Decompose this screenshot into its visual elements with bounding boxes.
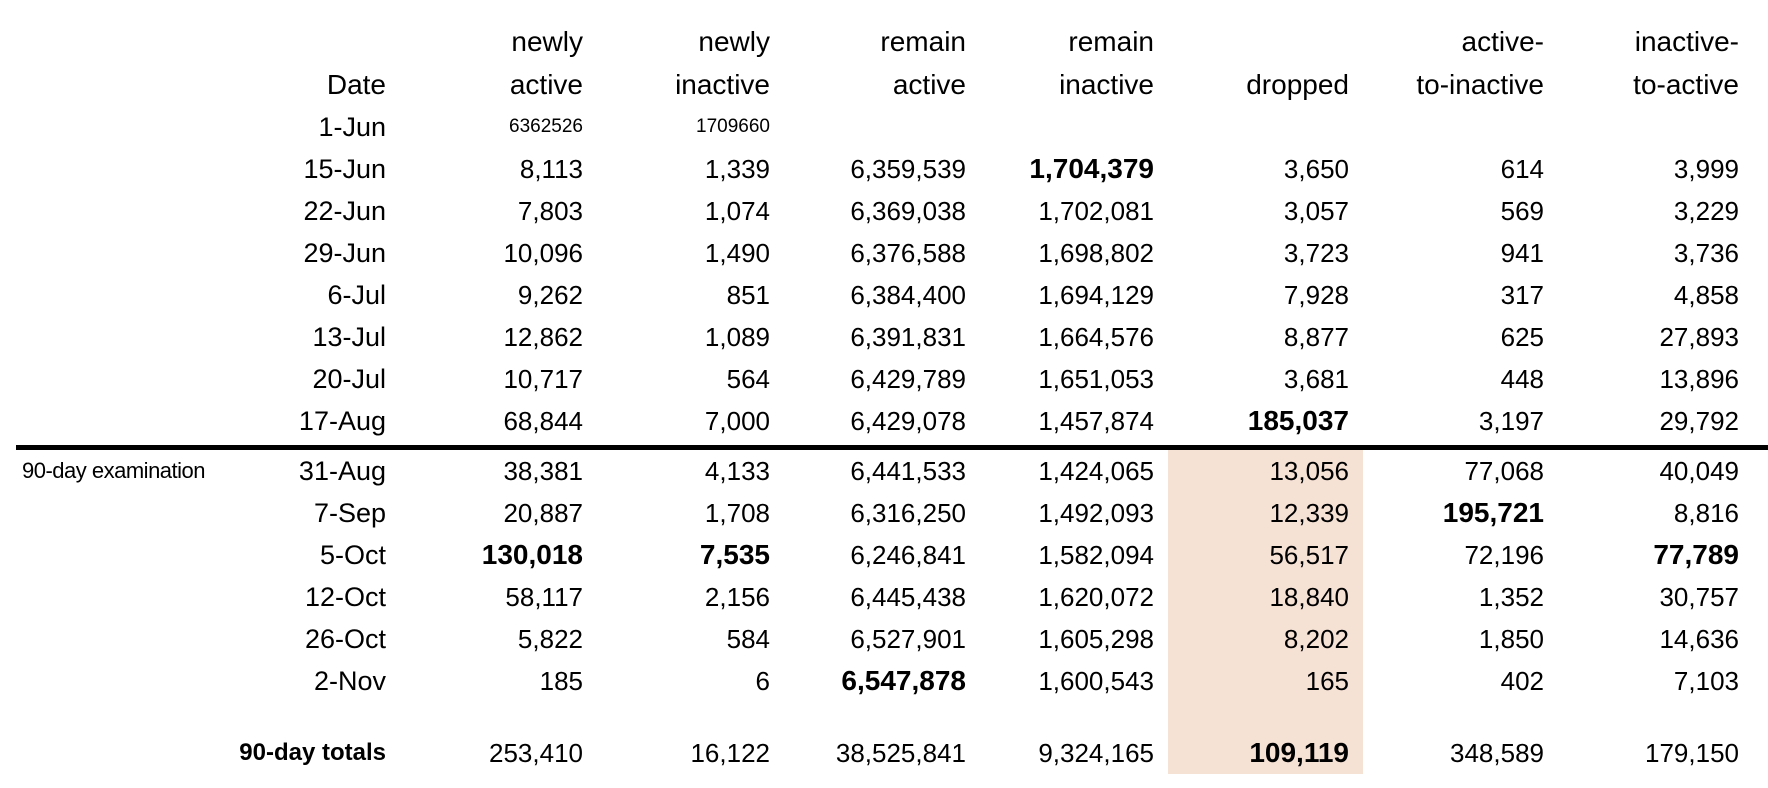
date-cell: 13-Jul — [312, 321, 386, 352]
cell-remain_active: 6,246,841 — [850, 539, 966, 570]
cell-remain_inactive: 1,702,081 — [1038, 195, 1154, 226]
row-annotation-label — [0, 492, 252, 534]
date-cell: 6-Jul — [327, 279, 386, 310]
header-cell-inactive_to_active — [1558, 20, 1753, 106]
cell-inactive_to_active: 27,893 — [1659, 321, 1739, 352]
date-cell: 20-Jul — [312, 363, 386, 394]
header-cell-active_to_inactive — [1363, 20, 1558, 106]
totals-row-label — [0, 732, 252, 774]
header-cell-remain_active — [784, 20, 980, 106]
header-line2-newly_inactive: inactive — [675, 69, 770, 100]
cell-remain_inactive: 1,704,379 — [1029, 153, 1154, 184]
cell-newly_active: 130,018 — [481, 539, 583, 570]
cell-inactive_to_active: 13,896 — [1659, 363, 1739, 394]
cell-newly_active: 7,803 — [517, 195, 583, 226]
table-row-1-jun — [0, 106, 1768, 148]
row-annotation-label — [0, 106, 252, 148]
cell-remain_active: 6,445,438 — [850, 581, 966, 612]
row-annotation-label — [0, 274, 252, 316]
cell-newly_active: 185 — [539, 665, 583, 696]
header-cell-remain_inactive — [980, 20, 1168, 106]
cell-dropped: 3,650 — [1283, 153, 1349, 184]
cell-newly_inactive: 1,074 — [704, 195, 770, 226]
cell-inactive_to_active: 3,999 — [1673, 153, 1739, 184]
header-line2-dropped: dropped — [1246, 69, 1349, 100]
table-row-2-nov — [0, 660, 1768, 702]
cell-dropped — [1168, 106, 1363, 148]
table-row-29-jun — [0, 232, 1768, 274]
table-header-row — [0, 0, 1768, 106]
header-cell-newly_inactive — [597, 20, 784, 106]
cell-inactive_to_active: 8,816 — [1673, 497, 1739, 528]
date-cell: 2-Nov — [313, 665, 386, 696]
row-annotation-label — [0, 190, 252, 232]
cell-newly_inactive: 584 — [726, 623, 770, 654]
cell-active_to_inactive: 72,196 — [1464, 539, 1544, 570]
cell-newly_active: 38,381 — [503, 455, 583, 486]
cell-remain_active: 6,429,078 — [850, 405, 966, 436]
row-annotation-label — [0, 232, 252, 274]
cell-remain_active: 6,376,588 — [850, 237, 966, 268]
cell-dropped: 12,339 — [1168, 492, 1363, 534]
table-row-6-jul — [0, 274, 1768, 316]
header-line1-remain_active: remain — [880, 26, 966, 57]
cell-dropped: 3,681 — [1283, 363, 1349, 394]
cell-newly_inactive — [597, 702, 784, 732]
cell-remain_active: 6,547,878 — [841, 665, 966, 696]
cell-active_to_inactive: 1,850 — [1478, 623, 1544, 654]
cell-newly_active: 8,113 — [519, 153, 583, 184]
cell-remain_inactive — [980, 106, 1168, 148]
cell-remain_active: 6,384,400 — [850, 279, 966, 310]
cell-inactive_to_active: 29,792 — [1659, 405, 1739, 436]
cell-newly_inactive: 2,156 — [704, 581, 770, 612]
cell-remain_active: 6,359,539 — [850, 153, 966, 184]
cell-active_to_inactive: 941 — [1500, 237, 1544, 268]
header-cell-dropped — [1168, 63, 1363, 106]
cell-active_to_inactive — [1363, 106, 1558, 148]
row-annotation-label — [0, 148, 252, 190]
cell-newly_active: 10,717 — [503, 363, 583, 394]
cell-dropped: 3,057 — [1283, 195, 1349, 226]
row-annotation-label — [0, 576, 252, 618]
date-cell: 26-Oct — [304, 623, 386, 654]
cell-newly_active: 58,117 — [505, 581, 583, 612]
cell-remain_active: 6,369,038 — [850, 195, 966, 226]
cell-active_to_inactive: 448 — [1500, 363, 1544, 394]
cell-newly_active: 9,262 — [517, 279, 583, 310]
cell-remain_active — [784, 702, 980, 732]
table-row-12-oct — [0, 576, 1768, 618]
cell-inactive_to_active — [1558, 106, 1753, 148]
cell-inactive_to_active: 40,049 — [1659, 455, 1739, 486]
header-line2-remain_active: active — [892, 69, 966, 100]
cell-dropped: 165 — [1168, 660, 1363, 702]
date-cell: 31-Aug — [298, 455, 386, 486]
cell-newly_active: 68,844 — [503, 405, 583, 436]
totals-row — [0, 732, 1768, 774]
cell-newly_active: 12,862 — [503, 321, 583, 352]
date-cell: 22-Jun — [303, 195, 386, 226]
cell-newly_active: 5,822 — [517, 623, 583, 654]
cell-active_to_inactive: 3,197 — [1478, 405, 1544, 436]
cell-newly_active: 10,096 — [503, 237, 583, 268]
cell-newly_inactive: 6 — [755, 665, 770, 696]
cell-remain_inactive: 1,694,129 — [1038, 279, 1154, 310]
cell-newly_inactive: 1,490 — [704, 237, 770, 268]
header-line2-remain_inactive: inactive — [1059, 69, 1154, 100]
header-line2-newly_active: active — [509, 69, 583, 100]
cell-active_to_inactive — [1363, 702, 1558, 732]
cell-active_to_inactive: 348,589 — [1450, 737, 1544, 768]
cell-newly_inactive: 1709660 — [696, 116, 770, 137]
table-row-spacer — [0, 702, 1768, 732]
date-cell — [252, 702, 400, 732]
cell-remain_active: 38,525,841 — [835, 737, 966, 768]
header-line2-date: Date — [326, 69, 386, 100]
date-cell: 17-Aug — [298, 405, 386, 436]
cell-dropped: 7,928 — [1283, 279, 1349, 310]
header-line1-newly_inactive: newly — [698, 26, 770, 57]
cell-newly_inactive: 1,089 — [704, 321, 770, 352]
header-cell-newly_active — [400, 20, 597, 106]
header-line1-newly_active: newly — [511, 26, 583, 57]
table-row-31-aug — [0, 450, 1768, 492]
cell-newly_active: 253,410 — [489, 737, 583, 768]
header-line2-active_to_inactive: to-inactive — [1416, 69, 1544, 100]
cell-dropped: 3,723 — [1283, 237, 1349, 268]
cell-newly_inactive: 851 — [726, 279, 770, 310]
cell-remain_active — [784, 106, 980, 148]
row-annotation-label — [0, 316, 252, 358]
cell-dropped: 8,202 — [1168, 618, 1363, 660]
cell-newly_active: 20,887 — [503, 497, 583, 528]
cell-active_to_inactive: 569 — [1500, 195, 1544, 226]
cell-remain_active: 6,316,250 — [850, 497, 966, 528]
cell-remain_inactive: 1,457,874 — [1038, 405, 1154, 436]
cell-inactive_to_active: 3,229 — [1673, 195, 1739, 226]
row-annotation-label — [0, 702, 252, 732]
cell-remain_active: 6,441,533 — [850, 455, 966, 486]
table-row-7-sep — [0, 492, 1768, 534]
cell-newly_inactive: 1,708 — [704, 497, 770, 528]
cell-inactive_to_active: 179,150 — [1645, 737, 1739, 768]
row-annotation-label — [0, 660, 252, 702]
cell-remain_inactive: 1,664,576 — [1038, 321, 1154, 352]
cell-inactive_to_active: 3,736 — [1673, 237, 1739, 268]
header-cell-date — [252, 63, 400, 106]
date-cell: 12-Oct — [304, 581, 386, 612]
cell-inactive_to_active: 4,858 — [1673, 279, 1739, 310]
cell-newly_inactive: 7,535 — [699, 539, 770, 570]
table-row-17-aug — [0, 400, 1768, 442]
totals-label-cell: 90-day totals — [239, 739, 386, 766]
cell-newly_inactive: 564 — [726, 363, 770, 394]
cell-remain_inactive: 9,324,165 — [1038, 737, 1154, 768]
cell-active_to_inactive: 614 — [1500, 153, 1544, 184]
cell-remain_inactive — [980, 702, 1168, 732]
ninety-day-examination-label: 90-day examination — [22, 458, 206, 483]
date-cell: 29-Jun — [303, 237, 386, 268]
cell-inactive_to_active: 14,636 — [1659, 623, 1739, 654]
cell-remain_inactive: 1,582,094 — [1038, 539, 1154, 570]
cell-active_to_inactive: 1,352 — [1478, 581, 1544, 612]
header-line1-remain_inactive: remain — [1068, 26, 1154, 57]
cell-remain_inactive: 1,424,065 — [1038, 455, 1154, 486]
date-cell: 5-Oct — [319, 539, 386, 570]
table-row-26-oct — [0, 618, 1768, 660]
row-annotation-label — [0, 358, 252, 400]
date-cell: 15-Jun — [303, 153, 386, 184]
cell-remain_active: 6,429,789 — [850, 363, 966, 394]
cell-dropped: 109,119 — [1168, 732, 1363, 774]
cell-inactive_to_active: 77,789 — [1653, 539, 1739, 570]
row-annotation-label — [0, 534, 252, 576]
cell-dropped: 8,877 — [1283, 321, 1349, 352]
cell-remain_inactive: 1,492,093 — [1038, 497, 1154, 528]
cell-remain_active: 6,391,831 — [850, 321, 966, 352]
cell-newly_inactive: 4,133 — [704, 455, 770, 486]
cell-active_to_inactive: 317 — [1500, 279, 1544, 310]
cell-dropped: 13,056 — [1168, 450, 1363, 492]
table-row-20-jul — [0, 358, 1768, 400]
cell-newly_inactive: 1,339 — [704, 153, 770, 184]
cell-inactive_to_active — [1558, 702, 1753, 732]
table-row-13-jul — [0, 316, 1768, 358]
cell-active_to_inactive: 625 — [1500, 321, 1544, 352]
cell-newly_active — [400, 702, 597, 732]
cell-remain_inactive: 1,600,543 — [1038, 665, 1154, 696]
cell-remain_inactive: 1,605,298 — [1038, 623, 1154, 654]
cell-active_to_inactive: 195,721 — [1442, 497, 1544, 528]
cell-dropped: 18,840 — [1168, 576, 1363, 618]
header-line1-active_to_inactive: active- — [1461, 26, 1544, 57]
header-line2-inactive_to_active: to-active — [1633, 69, 1739, 100]
cell-inactive_to_active: 7,103 — [1673, 665, 1739, 696]
cell-dropped — [1168, 702, 1363, 732]
cell-newly_inactive: 7,000 — [704, 405, 770, 436]
cell-remain_inactive: 1,651,053 — [1038, 363, 1154, 394]
cell-active_to_inactive: 77,068 — [1464, 455, 1544, 486]
cell-newly_active: 6362526 — [509, 116, 583, 137]
cell-dropped: 56,517 — [1168, 534, 1363, 576]
cell-remain_inactive: 1,698,802 — [1038, 237, 1154, 268]
date-cell: 7-Sep — [313, 497, 386, 528]
cell-remain_inactive: 1,620,072 — [1038, 581, 1154, 612]
cell-remain_active: 6,527,901 — [850, 623, 966, 654]
row-annotation-label — [0, 400, 252, 442]
row-annotation-label — [0, 618, 252, 660]
table-row-5-oct — [0, 534, 1768, 576]
table-row-15-jun — [0, 148, 1768, 190]
header-line1-inactive_to_active: inactive- — [1634, 26, 1739, 57]
date-cell: 1-Jun — [318, 111, 386, 142]
cell-dropped: 185,037 — [1247, 405, 1349, 436]
cell-newly_inactive: 16,122 — [690, 737, 770, 768]
table-row-22-jun — [0, 190, 1768, 232]
cell-inactive_to_active: 30,757 — [1659, 581, 1739, 612]
cell-active_to_inactive: 402 — [1500, 665, 1544, 696]
